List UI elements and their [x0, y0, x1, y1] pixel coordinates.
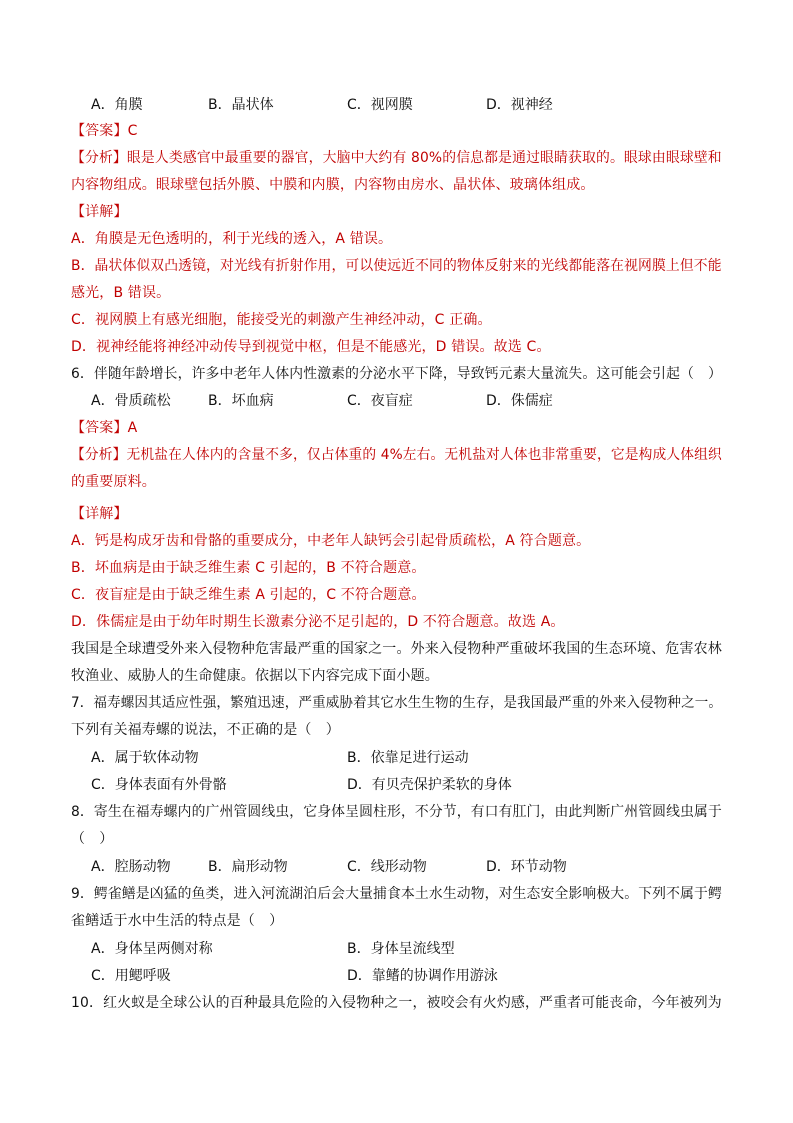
q5-option-b: B．晶状体 — [208, 97, 274, 113]
q5-analysis-line-1: 【分析】眼是人类感官中最重要的器官，大脑中大约有 80%的信息都是通过眼睛获取的。眼球由眼球壁和 — [71, 150, 722, 166]
q6-detail-line-1: A．钙是构成牙齿和骨骼的重要成分，中老年人缺钙会引起骨质疏松，A 符合题意。 — [71, 533, 591, 549]
q5-option-d: D．视神经 — [486, 97, 553, 113]
q6-answer: 【答案】A — [71, 420, 138, 436]
q8-question-line-1: 8．寄生在福寿螺内的广州管圆线虫，它身体呈圆柱形，不分节，有口有肛门，由此判断广州管圆线虫属于 — [71, 804, 722, 820]
q10-question-line-1: 10．红火蚁是全球公认的百种最具危险的入侵物种之一，被咬会有火灼感，严重者可能丧命，今年被列为 — [71, 995, 722, 1011]
q9-question-line-1: 9．鳄雀鳝是凶猛的鱼类，进入河流湖泊后会大量捕食本土水生动物，对生态安全影响极大。下列不属于鳄 — [71, 886, 722, 902]
q9-option-d: D．靠鳍的协调作用游泳 — [347, 968, 498, 984]
q9-option-b: B．身体呈流线型 — [347, 941, 455, 957]
q6-detail-line-3: C．夜盲症是由于缺乏维生素 A 引起的，C 不符合题意。 — [71, 587, 426, 603]
q7-question-line-2: 下列有关福寿螺的说法，不正确的是（ ） — [71, 722, 340, 738]
q6-detail-line-2: B．坏血病是由于缺乏维生素 C 引起的，B 不符合题意。 — [71, 560, 426, 576]
q5-answer: 【答案】C — [71, 123, 138, 139]
q5-analysis-line-2: 内容物组成。眼球壁包括外膜、中膜和内膜，内容物由房水、晶状体、玻璃体组成。 — [71, 177, 595, 193]
q7-option-d: D．有贝壳保护柔软的身体 — [347, 777, 512, 793]
intro-line-1: 我国是全球遭受外来入侵物种危害最严重的国家之一。外来入侵物种严重破坏我国的生态环境、危害农林 — [71, 641, 722, 657]
q7-option-c: C．身体表面有外骨骼 — [91, 777, 227, 793]
q9-question-line-2: 雀鳝适于水中生活的特点是（ ） — [71, 913, 284, 929]
q6-detail-label: 【详解】 — [71, 506, 128, 522]
q8-option-a: A．腔肠动物 — [91, 859, 171, 875]
q5-option-a: A．角膜 — [91, 97, 143, 113]
q6-question: 6．伴随年龄增长，许多中老年人体内性激素的分泌水平下降，导致钙元素大量流失。这可能会引起（ ） — [71, 366, 722, 382]
q6-detail-line-4: D．侏儒症是由于幼年时期生长激素分泌不足引起的，D 不符合题意。故选 A。 — [71, 614, 565, 630]
q6-analysis-line-2: 的重要原料。 — [71, 474, 156, 490]
q7-option-a: A．属于软体动物 — [91, 750, 199, 766]
q8-question-line-2: （ ） — [71, 831, 114, 847]
q7-option-b: B．依靠足进行运动 — [347, 750, 469, 766]
q6-option-c: C．夜盲症 — [347, 393, 413, 409]
q5-detail-line-1: A．角膜是无色透明的，利于光线的透入，A 错误。 — [71, 231, 393, 247]
q5-option-c: C．视网膜 — [347, 97, 413, 113]
q5-detail-line-3: 感光，B 错误。 — [71, 285, 171, 301]
q7-question-line-1: 7．福寿螺因其适应性强，繁殖迅速，严重威胁着其它水生生物的生存，是我国最严重的外来入侵物种之一。 — [71, 695, 723, 711]
q5-detail-line-5: D．视神经能将神经冲动传导到视觉中枢，但是不能感光，D 错误。故选 C。 — [71, 339, 551, 355]
q9-option-c: C．用鳃呼吸 — [91, 968, 171, 984]
q6-option-a: A．骨质疏松 — [91, 393, 171, 409]
q5-detail-line-2: B．晶状体似双凸透镜，对光线有折射作用，可以使远近不同的物体反射来的光线都能落在视网膜上但不能 — [71, 258, 722, 274]
q9-option-a: A．身体呈两侧对称 — [91, 941, 213, 957]
q6-analysis-line-1: 【分析】无机盐在人体内的含量不多，仅占体重的 4%左右。无机盐对人体也非常重要，它是构成人体组织 — [71, 447, 722, 463]
intro-line-2: 牧渔业、威胁人的生命健康。依据以下内容完成下面小题。 — [71, 668, 439, 684]
q8-option-d: D．环节动物 — [486, 859, 567, 875]
q5-detail-label: 【详解】 — [71, 204, 128, 220]
q5-detail-line-4: C．视网膜上有感光细胞，能接受光的刺激产生神经冲动，C 正确。 — [71, 312, 492, 328]
q6-option-d: D．侏儒症 — [486, 393, 553, 409]
q8-option-b: B．扁形动物 — [208, 859, 288, 875]
q8-option-c: C．线形动物 — [347, 859, 427, 875]
q6-option-b: B．坏血病 — [208, 393, 274, 409]
